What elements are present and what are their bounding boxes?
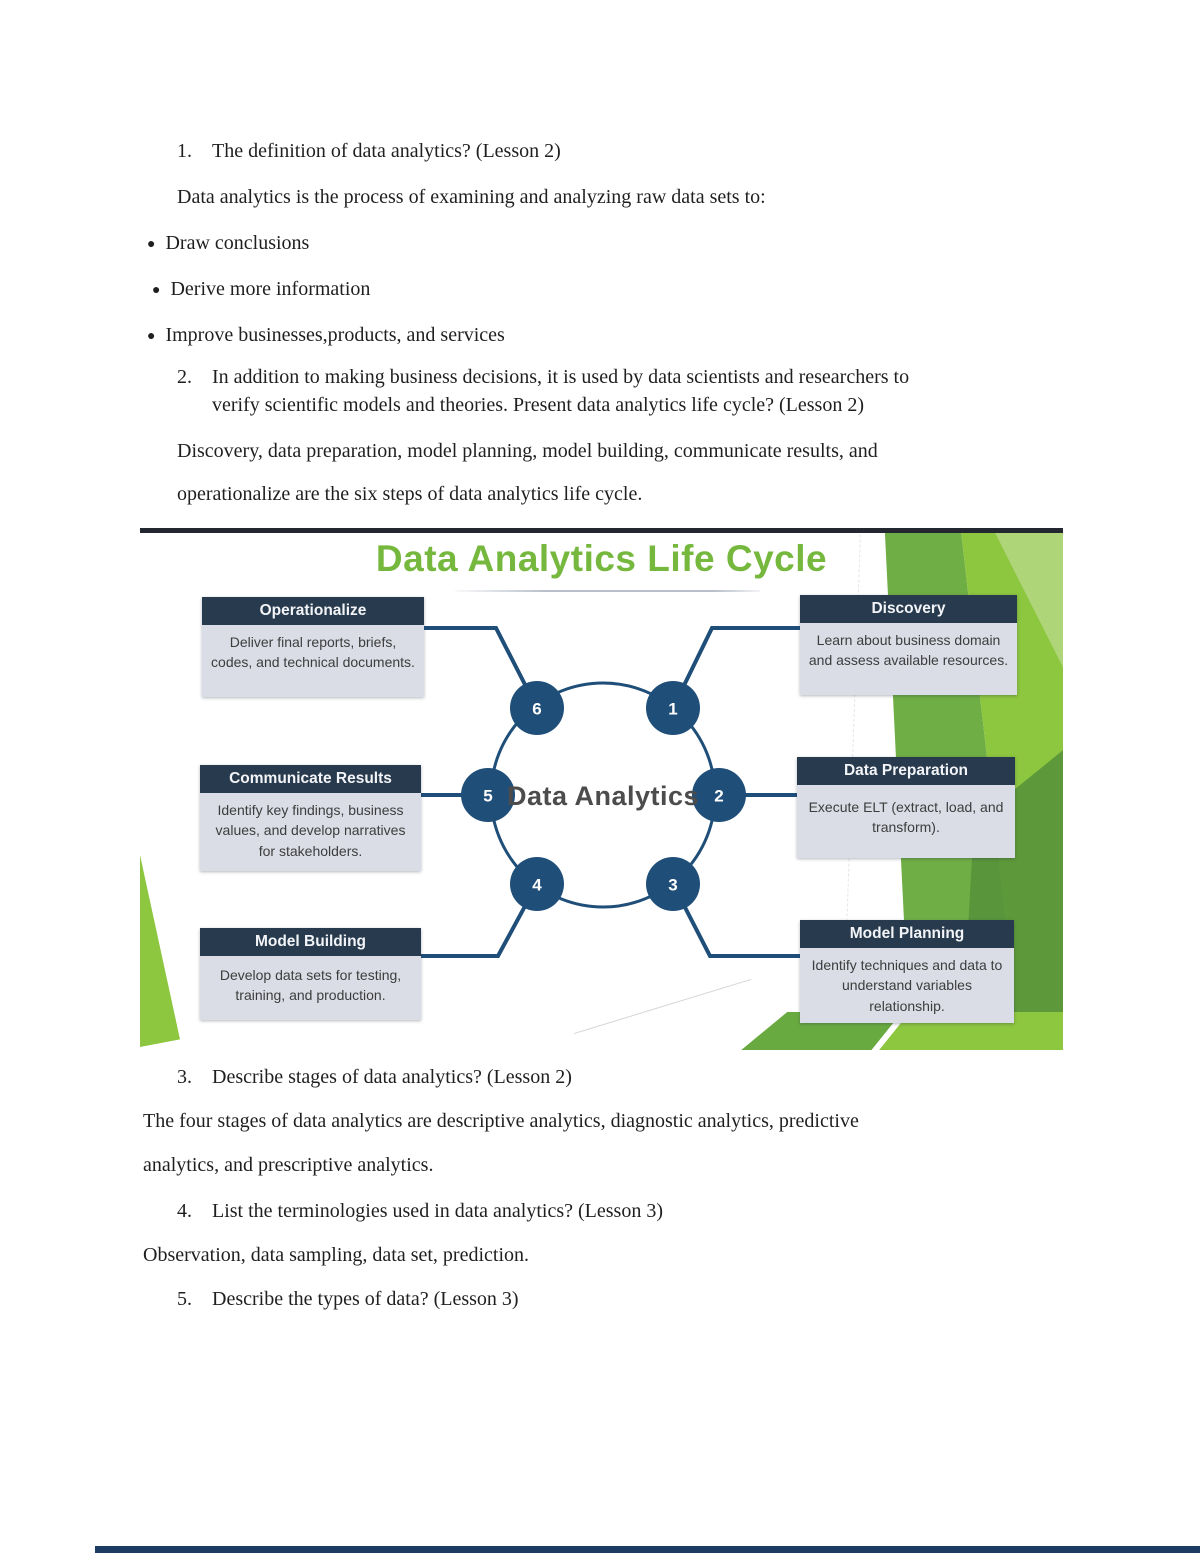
diagram-top-border bbox=[140, 528, 1063, 533]
cycle-center-label: Data Analytics bbox=[506, 781, 700, 811]
bullet-item-3 bbox=[147, 324, 505, 347]
stage-box-operationalize bbox=[202, 597, 424, 697]
question-5 bbox=[177, 1288, 519, 1311]
answer-2-line1: Discovery, data preparation, model planning, model building, communicate results, and bbox=[177, 440, 878, 462]
stage-title: Model Building bbox=[200, 928, 421, 956]
bullet-item-2 bbox=[152, 278, 370, 301]
answer-2-line2: operationalize are the six steps of data analytics life cycle. bbox=[177, 483, 643, 505]
life-cycle-diagram bbox=[140, 528, 1063, 1050]
question-3 bbox=[177, 1066, 572, 1089]
node-2-number: 2 bbox=[714, 786, 724, 806]
question-1 bbox=[177, 140, 561, 163]
diagram-title: Data Analytics Life Cycle bbox=[375, 538, 828, 579]
node-3-number: 3 bbox=[668, 875, 678, 895]
stage-description: Identify key findings, business values, and develop narratives for stakeholders. bbox=[200, 793, 421, 871]
node-1 bbox=[646, 681, 700, 735]
answer-3-line2: analytics, and prescriptive analytics. bbox=[143, 1154, 434, 1176]
stage-title: Data Preparation bbox=[797, 757, 1015, 785]
question-5-number: 5. bbox=[177, 1288, 192, 1310]
node-6-number: 6 bbox=[532, 699, 542, 719]
question-4-number: 4. bbox=[177, 1200, 192, 1222]
bullet-item-1 bbox=[147, 232, 309, 255]
answer-4-text: Observation, data sampling, data set, prediction. bbox=[143, 1244, 530, 1266]
stage-title: Discovery bbox=[800, 595, 1017, 623]
question-4 bbox=[177, 1200, 663, 1223]
node-1-number: 1 bbox=[668, 699, 678, 719]
question-2 bbox=[177, 366, 909, 389]
question-2-line2: verify scientific models and theories. Present data analytics life cycle? (Lesson 2) bbox=[212, 394, 864, 416]
stage-description: Identify techniques and data to understand variables relationship. bbox=[800, 948, 1014, 1023]
title-underline bbox=[455, 590, 760, 592]
bullet-2-text: Derive more information bbox=[170, 278, 371, 300]
question-2-number: 2. bbox=[177, 366, 192, 388]
node-6 bbox=[510, 681, 564, 735]
bullet-1-text: Draw conclusions bbox=[165, 232, 310, 254]
bullet-3-text: Improve businesses,products, and services bbox=[165, 324, 505, 346]
stage-box-model-planning bbox=[800, 920, 1014, 1023]
node-5-number: 5 bbox=[483, 786, 493, 806]
stage-box-model-building bbox=[200, 928, 421, 1020]
bullet-icon: ● bbox=[147, 237, 156, 252]
question-1-text: The definition of data analytics? (Lesson 2) bbox=[212, 140, 561, 162]
stage-description: Execute ELT (extract, load, and transform). bbox=[797, 785, 1015, 858]
stage-description: Deliver final reports, briefs, codes, and technical documents. bbox=[202, 625, 424, 697]
node-2 bbox=[692, 768, 746, 822]
question-2-line1: In addition to making business decisions, it is used by data scientists and researchers to bbox=[212, 366, 910, 388]
answer-3-line1: The four stages of data analytics are descriptive analytics, diagnostic analytics, predictive bbox=[143, 1110, 859, 1132]
question-3-text: Describe stages of data analytics? (Lesson 2) bbox=[212, 1066, 572, 1088]
answer-1-intro: Data analytics is the process of examining and analyzing raw data sets to: bbox=[177, 186, 766, 208]
node-4-number: 4 bbox=[532, 875, 542, 895]
stage-box-data-preparation bbox=[797, 757, 1015, 858]
question-5-text: Describe the types of data? (Lesson 3) bbox=[212, 1288, 519, 1310]
question-3-number: 3. bbox=[177, 1066, 192, 1088]
stage-description: Develop data sets for testing, training, and production. bbox=[200, 956, 421, 1020]
stage-box-communicate-results bbox=[200, 765, 421, 871]
stage-title: Communicate Results bbox=[200, 765, 421, 793]
stage-title: Model Planning bbox=[800, 920, 1014, 948]
node-3 bbox=[646, 857, 700, 911]
node-4 bbox=[510, 857, 564, 911]
bullet-icon: ● bbox=[152, 283, 161, 298]
question-4-text: List the terminologies used in data analytics? (Lesson 3) bbox=[212, 1200, 663, 1222]
page-bottom-border bbox=[95, 1546, 1200, 1553]
stage-description: Learn about business domain and assess available resources. bbox=[800, 623, 1017, 695]
stage-title: Operationalize bbox=[202, 597, 424, 625]
stage-box-discovery bbox=[800, 595, 1017, 695]
question-1-number: 1. bbox=[177, 140, 192, 162]
bullet-icon: ● bbox=[147, 329, 156, 344]
